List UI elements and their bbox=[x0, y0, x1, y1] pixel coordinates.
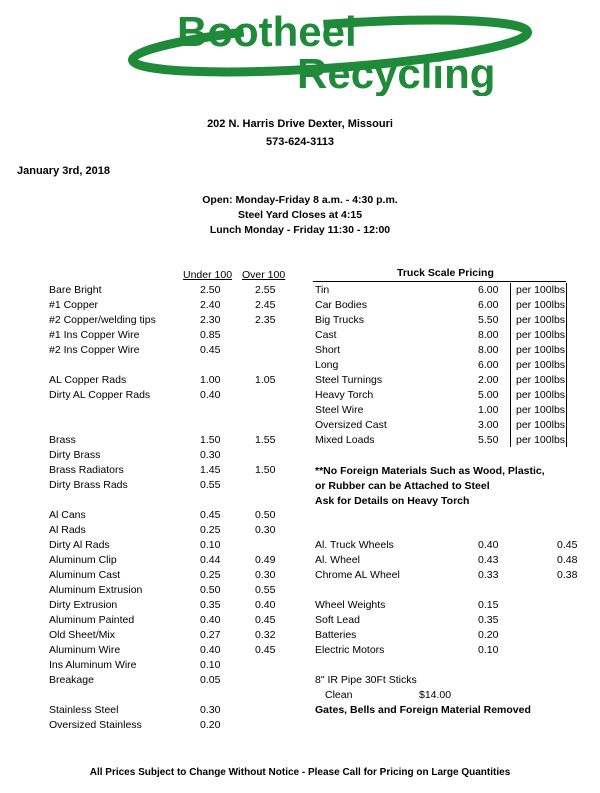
under-100-price: 2.30 bbox=[200, 314, 221, 326]
truck-item-price: 6.00 bbox=[478, 359, 499, 371]
truck-item-unit: per 100lbs bbox=[516, 359, 566, 371]
item-name: Ins Aluminum Wire bbox=[49, 659, 137, 671]
logo-graphic bbox=[125, 6, 535, 96]
truck-item-unit: per 100lbs bbox=[516, 374, 566, 386]
pipe-title: 8" IR Pipe 30Ft Sticks bbox=[315, 674, 417, 686]
wheel-over-price: 0.48 bbox=[557, 554, 578, 566]
truck-item-unit: per 100lbs bbox=[516, 419, 566, 431]
truck-scale-divider bbox=[313, 281, 566, 282]
item-name: Brass Radiators bbox=[49, 464, 124, 476]
wheel-under-price: 0.43 bbox=[478, 554, 499, 566]
under-100-price: 0.40 bbox=[200, 389, 221, 401]
wheel-item-name: Al. Truck Wheels bbox=[315, 539, 394, 551]
truck-item-price: 1.00 bbox=[478, 404, 499, 416]
over-100-price: 0.45 bbox=[255, 644, 276, 656]
over-100-price: 0.45 bbox=[255, 614, 276, 626]
misc-item-price: 0.35 bbox=[478, 614, 499, 626]
item-name: #2 Ins Copper Wire bbox=[49, 344, 140, 356]
under-100-price: 0.40 bbox=[200, 614, 221, 626]
item-name: Dirty Al Rads bbox=[49, 539, 110, 551]
item-name: Aluminum Wire bbox=[49, 644, 121, 656]
address: 202 N. Harris Drive Dexter, Missouri bbox=[207, 118, 393, 130]
truck-vertical-line-2 bbox=[566, 283, 567, 447]
item-name: Old Sheet/Mix bbox=[49, 629, 115, 641]
misc-item-price: 0.15 bbox=[478, 599, 499, 611]
under-100-price: 2.40 bbox=[200, 299, 221, 311]
item-name: Oversized Stainless bbox=[49, 719, 142, 731]
truck-item-unit: per 100lbs bbox=[516, 344, 566, 356]
under-100-price: 0.10 bbox=[200, 659, 221, 671]
over-100-price: 0.30 bbox=[255, 524, 276, 536]
over-100-price: 0.55 bbox=[255, 584, 276, 596]
hours-lunch: Lunch Monday - Friday 11:30 - 12:00 bbox=[209, 224, 391, 236]
item-name: Stainless Steel bbox=[49, 704, 119, 716]
under-100-price: 1.00 bbox=[200, 374, 221, 386]
under-100-price: 0.45 bbox=[200, 344, 221, 356]
item-name: #2 Copper/welding tips bbox=[49, 314, 156, 326]
gates-note: Gates, Bells and Foreign Material Removed bbox=[315, 704, 531, 716]
item-name: Al Rads bbox=[49, 524, 86, 536]
under-100-price: 0.50 bbox=[200, 584, 221, 596]
under-100-price: 0.45 bbox=[200, 509, 221, 521]
wheel-under-price: 0.40 bbox=[478, 539, 499, 551]
truck-item-unit: per 100lbs bbox=[516, 284, 566, 296]
logo-line2: Recycling bbox=[297, 50, 496, 96]
truck-vertical-line-1 bbox=[510, 283, 511, 447]
item-name: #1 Ins Copper Wire bbox=[49, 329, 140, 341]
under-100-price: 1.50 bbox=[200, 434, 221, 446]
item-name: Dirty AL Copper Rads bbox=[49, 389, 151, 401]
misc-item-name: Batteries bbox=[315, 629, 357, 641]
under-100-price: 2.50 bbox=[200, 284, 221, 296]
truck-item-price: 3.00 bbox=[478, 419, 499, 431]
misc-item-name: Soft Lead bbox=[315, 614, 360, 626]
truck-item-name: Oversized Cast bbox=[315, 419, 387, 431]
misc-item-price: 0.10 bbox=[478, 644, 499, 656]
under-100-price: 0.35 bbox=[200, 599, 221, 611]
under-100-price: 0.10 bbox=[200, 539, 221, 551]
misc-item-name: Wheel Weights bbox=[315, 599, 386, 611]
truck-item-unit: per 100lbs bbox=[516, 404, 566, 416]
col-header-over-100: Over 100 bbox=[242, 269, 286, 281]
under-100-price: 0.55 bbox=[200, 479, 221, 491]
item-name: Aluminum Clip bbox=[49, 554, 117, 566]
truck-item-name: Long bbox=[315, 359, 339, 371]
under-100-price: 0.25 bbox=[200, 569, 221, 581]
truck-item-price: 6.00 bbox=[478, 284, 499, 296]
item-name: Aluminum Extrusion bbox=[49, 584, 143, 596]
wheel-item-name: Chrome AL Wheel bbox=[315, 569, 400, 581]
over-100-price: 1.50 bbox=[255, 464, 276, 476]
item-name: Brass bbox=[49, 434, 76, 446]
over-100-price: 2.45 bbox=[255, 299, 276, 311]
truck-item-name: Steel Wire bbox=[315, 404, 364, 416]
truck-item-name: Short bbox=[315, 344, 341, 356]
truck-item-price: 6.00 bbox=[478, 299, 499, 311]
item-name: Breakage bbox=[49, 674, 94, 686]
footer-disclaimer: All Prices Subject to Change Without Notice - Please Call for Pricing on Large Quantities bbox=[89, 767, 511, 778]
truck-item-unit: per 100lbs bbox=[516, 299, 566, 311]
under-100-price: 0.25 bbox=[200, 524, 221, 536]
item-name: Aluminum Painted bbox=[49, 614, 135, 626]
pipe-clean-label: Clean bbox=[325, 689, 353, 701]
over-100-price: 0.50 bbox=[255, 509, 276, 521]
col-header-under-100: Under 100 bbox=[183, 269, 233, 281]
under-100-price: 0.44 bbox=[200, 554, 221, 566]
under-100-price: 0.30 bbox=[200, 704, 221, 716]
misc-item-name: Electric Motors bbox=[315, 644, 385, 656]
over-100-price: 0.49 bbox=[255, 554, 276, 566]
truck-item-name: Heavy Torch bbox=[315, 389, 374, 401]
truck-item-name: Steel Turnings bbox=[315, 374, 383, 386]
truck-item-price: 5.00 bbox=[478, 389, 499, 401]
item-name: AL Copper Rads bbox=[49, 374, 127, 386]
item-name: #1 Copper bbox=[49, 299, 99, 311]
note-line1: **No Foreign Materials Such as Wood, Plastic, bbox=[315, 465, 545, 477]
over-100-price: 1.55 bbox=[255, 434, 276, 446]
misc-item-price: 0.20 bbox=[478, 629, 499, 641]
truck-item-name: Mixed Loads bbox=[315, 434, 375, 446]
note-line3: Ask for Details on Heavy Torch bbox=[315, 495, 470, 507]
truck-item-price: 5.50 bbox=[478, 434, 499, 446]
truck-item-unit: per 100lbs bbox=[516, 389, 566, 401]
phone: 573-624-3113 bbox=[266, 136, 334, 148]
under-100-price: 0.27 bbox=[200, 629, 221, 641]
over-100-price: 0.32 bbox=[255, 629, 276, 641]
wheel-item-name: Al. Wheel bbox=[315, 554, 360, 566]
truck-item-name: Tin bbox=[315, 284, 330, 296]
truck-item-unit: per 100lbs bbox=[516, 314, 566, 326]
logo-line1: Bootheel bbox=[177, 8, 357, 55]
over-100-price: 2.55 bbox=[255, 284, 276, 296]
truck-item-name: Car Bodies bbox=[315, 299, 367, 311]
pipe-clean-price: $14.00 bbox=[419, 689, 452, 701]
under-100-price: 1.45 bbox=[200, 464, 221, 476]
wheel-over-price: 0.45 bbox=[557, 539, 578, 551]
hours-open: Open: Monday-Friday 8 a.m. - 4:30 p.m. bbox=[202, 194, 398, 206]
item-name: Al Cans bbox=[49, 509, 86, 521]
truck-item-name: Big Trucks bbox=[315, 314, 365, 326]
truck-item-price: 2.00 bbox=[478, 374, 499, 386]
truck-item-price: 8.00 bbox=[478, 344, 499, 356]
truck-scale-title: Truck Scale Pricing bbox=[397, 267, 494, 279]
wheel-over-price: 0.38 bbox=[557, 569, 578, 581]
hours-steel: Steel Yard Closes at 4:15 bbox=[237, 209, 363, 221]
truck-item-name: Cast bbox=[315, 329, 337, 341]
note-line2: or Rubber can be Attached to Steel bbox=[315, 480, 490, 492]
over-100-price: 1.05 bbox=[255, 374, 276, 386]
wheel-under-price: 0.33 bbox=[478, 569, 499, 581]
truck-item-unit: per 100lbs bbox=[516, 434, 566, 446]
truck-item-price: 5.50 bbox=[478, 314, 499, 326]
item-name: Dirty Extrusion bbox=[49, 599, 118, 611]
over-100-price: 2.35 bbox=[255, 314, 276, 326]
over-100-price: 0.30 bbox=[255, 569, 276, 581]
under-100-price: 0.40 bbox=[200, 644, 221, 656]
over-100-price: 0.40 bbox=[255, 599, 276, 611]
bootheel-recycling-logo bbox=[125, 6, 535, 96]
under-100-price: 0.30 bbox=[200, 449, 221, 461]
under-100-price: 0.05 bbox=[200, 674, 221, 686]
item-name: Bare Bright bbox=[49, 284, 102, 296]
truck-item-price: 8.00 bbox=[478, 329, 499, 341]
under-100-price: 0.85 bbox=[200, 329, 221, 341]
item-name: Aluminum Cast bbox=[49, 569, 121, 581]
truck-item-unit: per 100lbs bbox=[516, 329, 566, 341]
item-name: Dirty Brass bbox=[49, 449, 101, 461]
date: January 3rd, 2018 bbox=[17, 165, 110, 177]
item-name: Dirty Brass Rads bbox=[49, 479, 128, 491]
under-100-price: 0.20 bbox=[200, 719, 221, 731]
